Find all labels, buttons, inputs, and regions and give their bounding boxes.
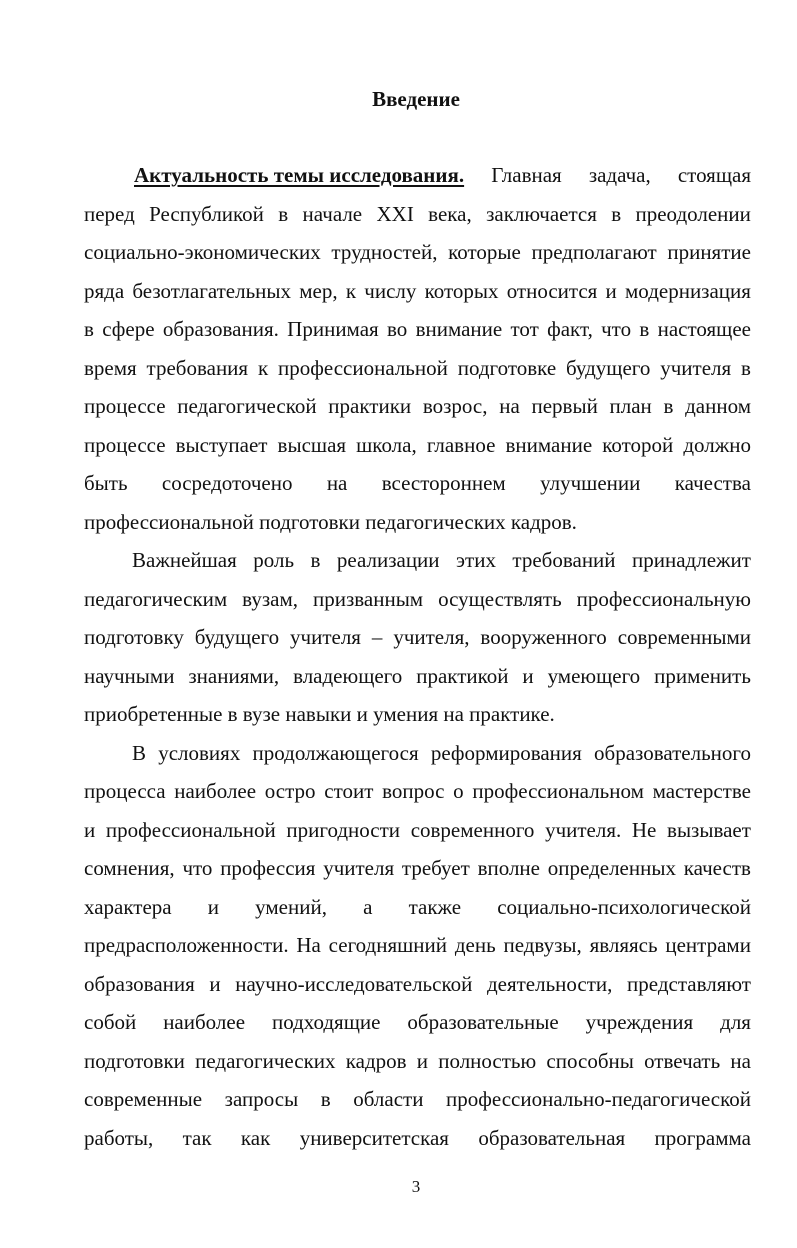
text-line: [84, 349, 751, 388]
word: процессе: [84, 394, 166, 418]
word: и: [84, 817, 96, 842]
word: преодолении: [635, 201, 751, 226]
word: которых: [424, 278, 499, 303]
word: главное: [426, 432, 496, 457]
word: образования.: [162, 317, 279, 341]
word: профессиональной: [278, 355, 448, 380]
word: деятельности,: [486, 971, 613, 996]
page-title: Введение: [372, 87, 460, 111]
word: применить: [654, 663, 751, 688]
word: Республикой: [149, 201, 264, 226]
word: в: [278, 201, 289, 226]
word: сомнения,: [84, 856, 175, 880]
word: практикой: [416, 663, 509, 688]
word: практики: [328, 394, 412, 418]
word: социально-психологической: [497, 894, 751, 919]
text-line: [84, 541, 751, 580]
word: современные: [84, 1087, 203, 1111]
word: полностью: [438, 1048, 537, 1073]
word: улучшении: [540, 471, 641, 495]
word: мер,: [299, 278, 338, 303]
word: качеств: [683, 856, 751, 880]
word: роль: [253, 548, 295, 572]
text-line: [84, 1080, 751, 1119]
word: к: [257, 355, 269, 380]
word: высшая: [277, 432, 347, 457]
word: профессиональной: [105, 817, 276, 842]
word: умеющего: [547, 663, 641, 688]
word: века,: [428, 201, 472, 226]
page-number: 3: [411, 1177, 421, 1196]
text-line: [84, 195, 751, 234]
word: профессиональном: [472, 779, 644, 803]
word: педагогическим: [84, 586, 228, 611]
word: всестороннем: [381, 471, 506, 495]
word: факт,: [547, 317, 593, 341]
word: будущего: [566, 355, 651, 380]
word: Главная: [491, 163, 562, 187]
word: пригодности: [286, 817, 401, 842]
word: центрами: [665, 933, 751, 957]
word: научно-исследовательской: [235, 971, 473, 996]
word: ряда: [84, 278, 125, 303]
word: начале: [302, 201, 363, 226]
word: выступает: [175, 432, 268, 457]
text-line: [84, 926, 751, 965]
word: в: [663, 394, 674, 418]
word: безотлагательных: [132, 278, 292, 303]
word: качества: [674, 471, 751, 495]
word: В: [132, 740, 147, 765]
word: трудностей,: [331, 240, 438, 264]
word: призванным: [312, 586, 424, 611]
word: план: [609, 394, 652, 418]
word: области: [353, 1087, 424, 1111]
word: будущего: [194, 625, 280, 649]
word: и: [207, 894, 219, 919]
word: во: [386, 317, 408, 341]
word: для: [720, 1010, 751, 1034]
word: этих: [456, 548, 496, 572]
word: в: [639, 317, 650, 341]
word: процесса: [84, 779, 166, 803]
word: профессионально-педагогической: [446, 1087, 751, 1111]
word: на: [730, 1048, 751, 1073]
word: продолжающегося: [252, 740, 419, 765]
word: являясь: [589, 933, 658, 957]
text-line: [84, 734, 751, 773]
word: на: [499, 394, 520, 418]
word: должно: [683, 432, 751, 457]
word: данном: [685, 394, 751, 418]
word: Не: [631, 817, 657, 842]
word: современного: [410, 817, 535, 842]
word: к: [345, 278, 357, 303]
word: способны: [546, 1048, 634, 1073]
word: относится: [506, 278, 598, 303]
word: предполагают: [531, 240, 657, 264]
word: образования: [84, 971, 195, 996]
word: подготовку: [84, 625, 184, 649]
word: принятие: [667, 240, 751, 264]
word: программа: [654, 1125, 751, 1150]
word: педвузы,: [503, 933, 582, 957]
word: владеющего: [293, 663, 403, 688]
word: социально-экономических: [84, 240, 321, 264]
word: в: [611, 201, 622, 226]
text-line: [84, 310, 751, 349]
word: педагогических: [195, 1048, 336, 1073]
word: подходящие: [271, 1010, 381, 1034]
text-line: [84, 1003, 751, 1042]
word: современными: [617, 625, 751, 649]
word: учителя,: [393, 625, 470, 649]
word: педагогической: [177, 394, 317, 418]
word: тот: [510, 317, 539, 341]
text-line: [84, 233, 751, 272]
word: научными: [84, 663, 175, 688]
word: учителя: [323, 856, 395, 880]
word: определенных: [547, 856, 676, 880]
word: образовательные: [407, 1010, 559, 1034]
word: день: [454, 933, 496, 957]
text-line: [84, 811, 751, 850]
text-line: [84, 657, 751, 696]
word: профессиональную: [576, 586, 751, 611]
word: отвечать: [644, 1048, 721, 1073]
word: так: [182, 1125, 212, 1150]
word: предрасположенности.: [84, 933, 289, 957]
word: как: [240, 1125, 271, 1150]
word: Важнейшая: [132, 548, 237, 572]
text-line: [84, 965, 751, 1004]
word: требований: [512, 548, 616, 572]
text-line: профессиональной подготовки педагогических кадров.: [84, 509, 577, 534]
word: возрос,: [422, 394, 488, 418]
word: и: [416, 1048, 429, 1073]
text-line: [84, 272, 751, 311]
word: реализации: [336, 548, 440, 572]
word: быть: [84, 471, 128, 495]
word: условиях: [158, 740, 241, 765]
word: вузам,: [242, 586, 299, 611]
word: также: [408, 894, 462, 919]
word: которой: [602, 432, 674, 457]
word: перед: [84, 201, 135, 226]
word: стоит: [324, 779, 374, 803]
word: учителя: [290, 625, 361, 649]
word: и: [209, 971, 221, 996]
word: сосредоточено: [161, 471, 293, 495]
word: числу: [364, 278, 417, 303]
text-line: приобретенные в вузе навыки и умения на практике.: [84, 702, 555, 726]
text-line: [84, 426, 751, 465]
word: заключается: [486, 201, 597, 226]
word: в: [320, 1087, 331, 1111]
word: учреждения: [585, 1010, 694, 1034]
word: умений,: [255, 894, 327, 919]
word: осуществлять: [438, 586, 562, 611]
text-line: [84, 849, 751, 888]
word: сфере: [102, 317, 155, 341]
word: На: [296, 933, 321, 957]
word: и: [522, 663, 534, 688]
word: XXI: [376, 201, 414, 226]
text-line: [84, 888, 751, 927]
word: а: [363, 894, 373, 919]
word: которые: [448, 240, 521, 264]
text-line: [84, 156, 751, 195]
word: внимание: [415, 317, 503, 341]
word: настоящее: [657, 317, 751, 341]
word: требует: [401, 856, 470, 880]
word: стоящая: [677, 163, 751, 187]
text-line: [84, 618, 751, 657]
word: –: [371, 625, 383, 649]
word: реформирования: [430, 740, 582, 765]
word: наиболее: [163, 1010, 246, 1034]
text-line: [84, 387, 751, 426]
word: вопрос: [382, 779, 445, 803]
section-heading: Актуальность темы исследования.: [134, 163, 465, 187]
text-line: [84, 1042, 751, 1081]
word: знаниями,: [188, 663, 280, 688]
word: вооруженного: [480, 625, 607, 649]
word: на: [326, 471, 348, 495]
word: работы,: [84, 1125, 154, 1150]
word: требования: [146, 355, 249, 380]
text-line: [84, 1119, 751, 1158]
word: профессия: [220, 856, 316, 880]
word: наиболее: [174, 779, 257, 803]
word: сегодняшний: [328, 933, 448, 957]
word: в: [84, 317, 94, 341]
word: вполне: [477, 856, 540, 880]
word: в: [741, 355, 751, 380]
word: представляют: [627, 971, 751, 996]
word: и: [605, 278, 617, 303]
word: школа,: [356, 432, 417, 457]
word: мастерстве: [652, 779, 751, 803]
word: время: [84, 355, 137, 380]
word: в: [310, 548, 321, 572]
word: подготовке: [457, 355, 557, 380]
text-line: [84, 772, 751, 811]
text-line: [84, 464, 751, 503]
word: внимание: [505, 432, 593, 457]
word: собой: [84, 1010, 137, 1034]
word: учителя.: [545, 817, 622, 842]
word: остро: [264, 779, 316, 803]
word: Принимая: [287, 317, 379, 341]
word: подготовки: [84, 1048, 185, 1073]
text-line: [84, 580, 751, 619]
word: образовательного: [594, 740, 751, 765]
word: характера: [84, 894, 172, 919]
word: задача,: [588, 163, 651, 187]
word: образовательная: [478, 1125, 626, 1150]
word: что: [601, 317, 632, 341]
word: о: [453, 779, 464, 803]
word: первый: [531, 394, 598, 418]
word: процессе: [84, 432, 166, 457]
body-text: [84, 156, 751, 1157]
word: университетская: [299, 1125, 449, 1150]
word: запросы: [224, 1087, 299, 1111]
word: модернизация: [625, 278, 751, 303]
word: вызывает: [667, 817, 751, 842]
word: что: [182, 856, 213, 880]
word: учителя: [660, 355, 732, 380]
word: принадлежит: [632, 548, 751, 572]
word: кадров: [345, 1048, 407, 1073]
